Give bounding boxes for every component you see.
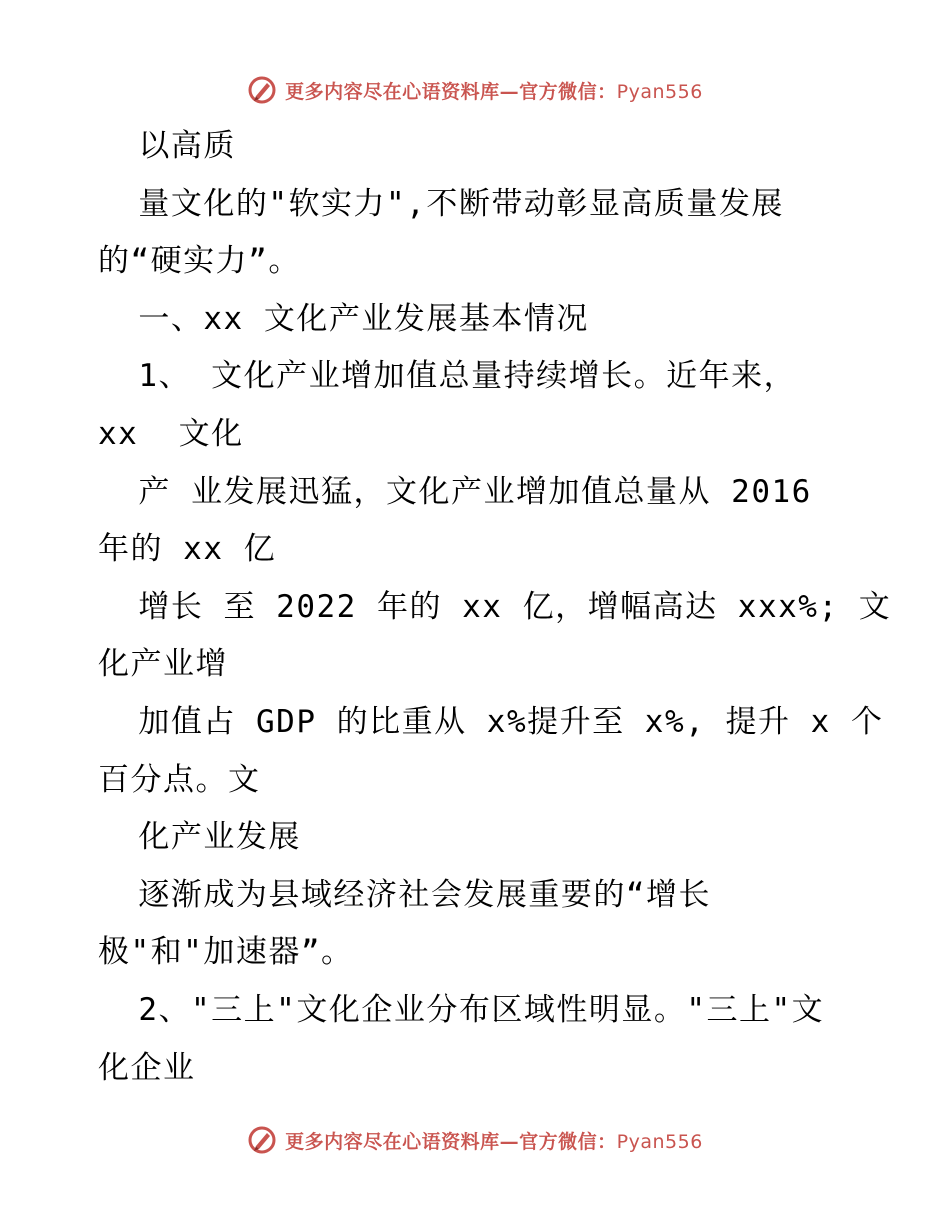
pen-logo-icon	[247, 75, 277, 105]
body-line: 以高质	[98, 128, 236, 164]
header-banner-text: 更多内容尽在心语资料库—官方微信：Pyan556	[285, 80, 703, 103]
document-body	[98, 118, 892, 1097]
body-line: 1、 文化产业增加值总量持续增长。近年来，	[98, 358, 797, 395]
body-line: 年的 xx 亿	[98, 531, 277, 568]
body-line: 极"和"加速器”。	[98, 934, 354, 971]
body-line: 加值占 GDP 的比重从 x%提升至 x%, 提升 x 个	[98, 703, 884, 740]
body-line: 百分点。文	[98, 761, 261, 798]
body-line: 的“硬实力”。	[98, 243, 301, 280]
body-line: 化企业	[98, 1049, 196, 1086]
footer-banner-id: Pyan556	[616, 1130, 703, 1153]
header-banner-id: Pyan556	[616, 80, 703, 103]
body-line: 2、"三上"文化企业分布区域性明显。"三上"文	[98, 991, 825, 1028]
body-line: 增长 至 2022 年的 xx 亿，增幅高达 xxx%; 文	[98, 588, 892, 625]
body-line: 逐渐成为县域经济社会发展重要的“增长	[98, 876, 711, 913]
body-line: 量文化的"软实力",不断带动彰显高质量发展	[98, 185, 784, 222]
body-line: 化产业发展	[98, 819, 301, 856]
body-line: 产 业发展迅猛，文化产业增加值总量从 2016	[98, 473, 812, 510]
pen-logo-icon	[247, 1125, 277, 1155]
footer-watermark-banner	[0, 1120, 950, 1160]
header-watermark-banner	[0, 70, 950, 110]
body-line: xx 文化	[98, 415, 244, 452]
footer-banner-text: 更多内容尽在心语资料库—官方微信：Pyan556	[285, 1130, 703, 1153]
section-heading: 一、xx 文化产业发展基本情况	[98, 300, 589, 337]
body-line: 化产业增	[98, 646, 228, 683]
